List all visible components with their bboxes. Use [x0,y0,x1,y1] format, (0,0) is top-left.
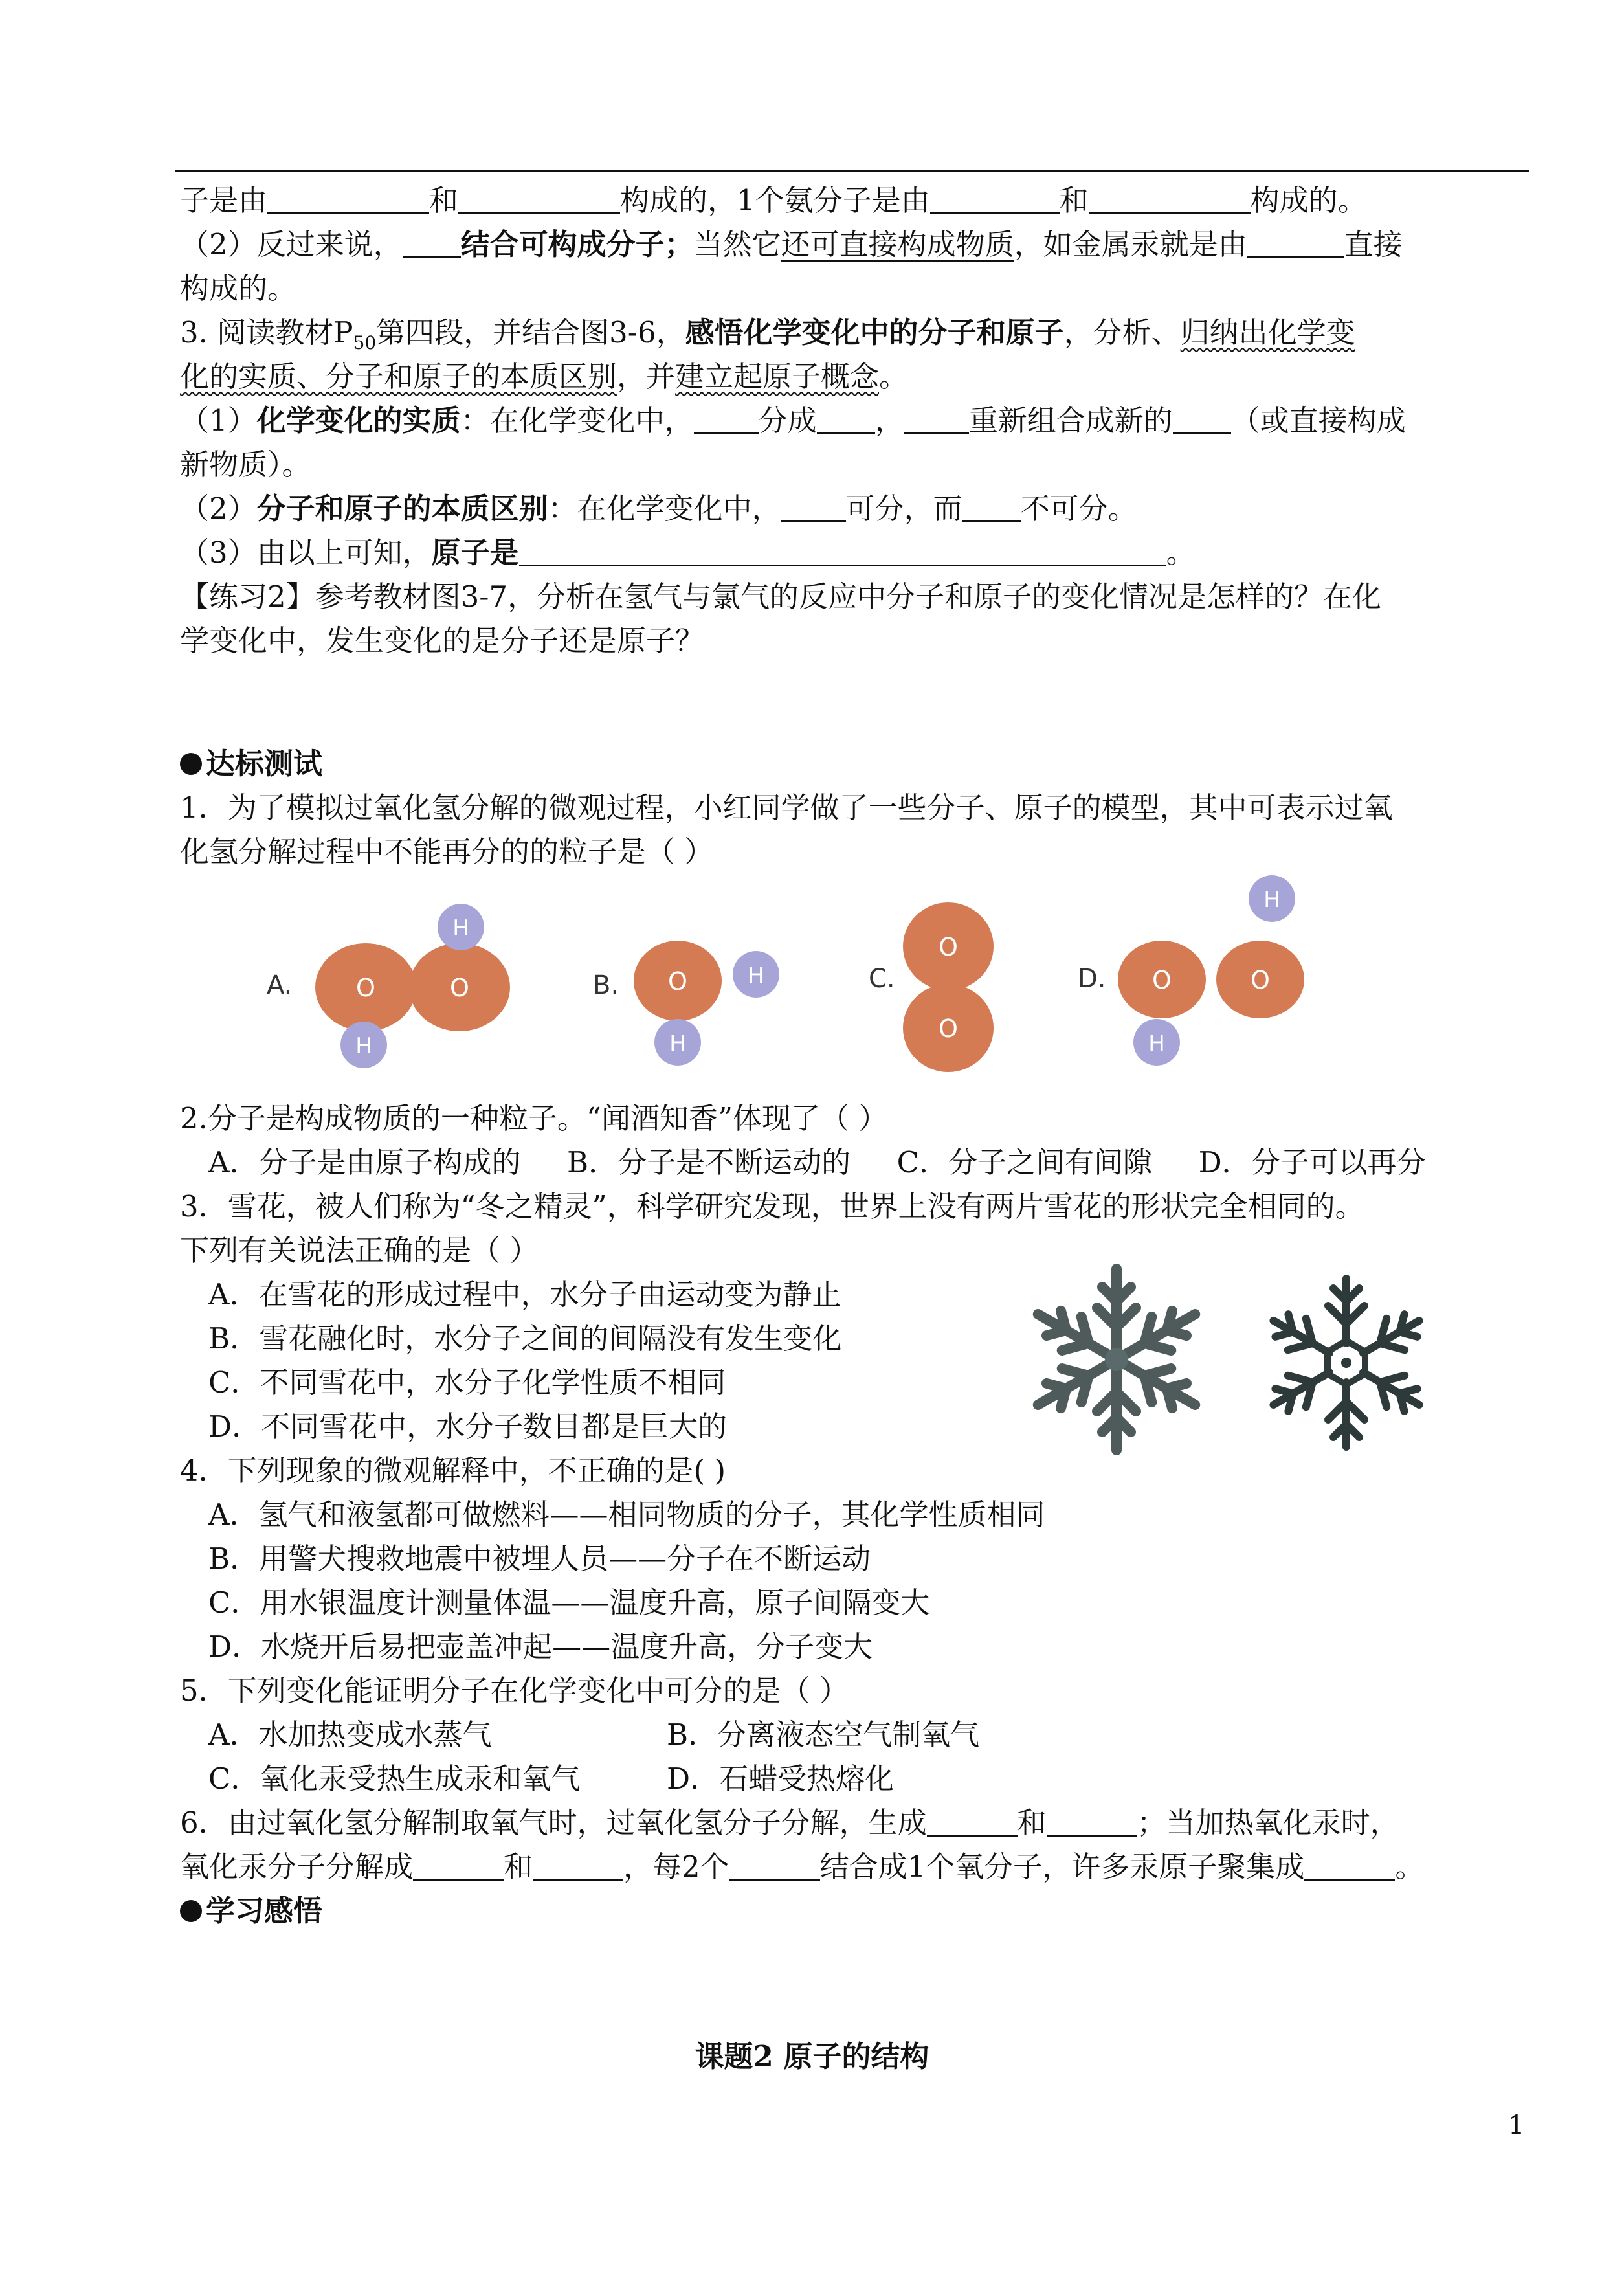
section-heading: 达标测试 [180,744,322,783]
option-b[interactable]: B．分离液态空气制氧气 [667,1717,980,1752]
text-line: 新物质）。 [180,447,311,482]
fill-blank[interactable] [930,184,1060,214]
svg-text:O: O [668,967,687,996]
option-a[interactable]: A．水加热变成水蒸气 [208,1717,492,1752]
section-heading: 学习感悟 [180,1892,322,1930]
option-b-model[interactable] [593,941,779,1066]
option-c-label: C. [869,964,895,994]
text-line: 构成的。 [180,271,297,306]
text-line: 学变化中，发生变化的是分子还是原子？ [180,623,705,658]
text-line: （1）化学变化的实质：在化学变化中， 分成 ， 重新组合成新的 （或直接构成 [180,403,1406,438]
fill-blank[interactable] [1304,1850,1395,1881]
svg-text:H: H [452,915,469,941]
svg-text:O: O [1251,966,1270,994]
svg-text:O: O [939,933,958,961]
svg-text:H: H [669,1031,686,1057]
fill-blank[interactable] [519,536,1166,566]
svg-text:H: H [748,963,764,989]
fill-blank[interactable] [729,1850,820,1881]
fill-blank[interactable] [403,228,461,258]
question-3: 3．雪花，被人们称为“冬之精灵”，科学研究发现，世界上没有两片雪花的形状完全相同的。 [180,1189,1364,1224]
question-6: 6．由过氧化氢分解制取氧气时，过氧化氢分子分解，生成 和 ；当加热氧化汞时， [180,1806,1399,1840]
fill-blank[interactable] [1173,404,1231,434]
svg-text:H: H [1263,887,1280,913]
text-line: 子是由 和 构成的，1个氨分子是由 和 构成的。 [180,183,1367,218]
text-line: （3）由以上可知，原子是 。 [180,535,1196,570]
fill-blank[interactable] [694,404,759,434]
page-number: 1 [1508,2110,1525,2140]
question-1: 化氢分解过程中不能再分的的粒子是（ ） [180,834,714,869]
option-d[interactable]: D．水烧开后易把壶盖冲起——温度升高，分子变大 [208,1629,873,1664]
option-b-label: B. [593,970,619,1000]
svg-text:H: H [355,1033,372,1059]
question-4: 4．下列现象的微观解释中，不正确的是( ) [180,1453,726,1488]
question-1: 1．为了模拟过氧化氢分解的微观过程，小红同学做了一些分子、原子的模型，其中可表示过氧 [180,790,1393,825]
option-d[interactable]: D．不同雪花中，水分子数目都是巨大的 [208,1409,728,1444]
fill-blank[interactable] [781,492,846,522]
question-6: 氧化汞分子分解成 和 ，每2个 结合成1个氧分子，许多汞原子聚集成 。 [180,1850,1425,1884]
fill-blank[interactable] [1089,184,1251,214]
option-c[interactable]: C．用水银温度计测量体温——温度升高，原子间隔变大 [208,1585,930,1620]
option-a-label: A. [267,970,293,1000]
option-d[interactable]: D．石蜡受热熔化 [667,1762,895,1796]
question-5: 5．下列变化能证明分子在化学变化中可分的是（ ） [180,1673,849,1708]
bullet-icon [180,753,202,775]
fill-blank[interactable] [267,184,429,214]
fill-blank[interactable] [927,1806,1018,1837]
option-b[interactable]: B．雪花融化时，水分子之间的间隔没有发生变化 [208,1321,842,1356]
molecule-models-figure [0,874,1624,1081]
question-2-options: A．分子是由原子构成的 B．分子是不断运动的 C．分子之间有间隙 D．分子可以再分 [208,1145,1426,1180]
text-line: （2）反过来说， 结合可构成分子；当然它还可直接构成物质，如金属汞就是由 直接 [180,227,1403,262]
option-d-label: D. [1078,964,1106,994]
question-3: 下列有关说法正确的是（ ） [180,1233,539,1268]
svg-text:O: O [356,974,375,1002]
option-a[interactable]: A．氢气和液氢都可做燃料——相同物质的分子，其化学性质相同 [208,1497,1045,1532]
svg-text:O: O [1152,966,1172,994]
lesson-heading: 课题2 原子的结构 [695,2039,929,2074]
svg-text:O: O [450,974,469,1002]
fill-blank[interactable] [962,492,1021,522]
option-c[interactable]: C．不同雪花中，水分子化学性质不相同 [208,1365,726,1400]
fill-blank[interactable] [533,1850,623,1881]
fill-blank[interactable] [1047,1806,1137,1837]
svg-text:H: H [1148,1031,1165,1057]
option-c[interactable]: C．氧化汞受热生成汞和氧气 [208,1762,581,1796]
question-2: 2.分子是构成物质的一种粒子。“闻酒知香”体现了（ ） [180,1101,888,1135]
fill-blank[interactable] [413,1850,504,1881]
header-rule [175,170,1529,172]
fill-blank[interactable] [1247,228,1344,258]
svg-text:O: O [939,1014,958,1043]
fill-blank[interactable] [817,404,875,434]
text-line: 3. 阅读教材$P_{50}$第四段，并结合图3-6，感悟化学变化中的分子和原子，分析、归纳出化学变 [180,315,1355,353]
option-c-model[interactable] [869,902,994,1072]
snowflake-image [1010,1262,1223,1457]
option-a-model[interactable] [267,904,510,1068]
option-d-model[interactable] [1078,875,1304,1066]
text-line: 【练习2】参考教材图3-7，分析在氢气与氯气的反应中分子和原子的变化情况是怎样的？在化 [180,579,1382,614]
option-b[interactable]: B．用警犬搜救地震中被埋人员——分子在不断运动 [208,1541,871,1576]
fill-blank[interactable] [458,184,620,214]
snowflake-image [1249,1272,1443,1453]
fill-blank[interactable] [904,404,969,434]
text-line: 化的实质、分子和原子的本质区别，并建立起原子概念。 [180,359,909,394]
bullet-icon [180,1900,202,1922]
option-a[interactable]: A．在雪花的形成过程中，水分子由运动变为静止 [208,1277,841,1312]
text-line: （2）分子和原子的本质区别：在化学变化中， 可分，而 不可分。 [180,491,1137,526]
